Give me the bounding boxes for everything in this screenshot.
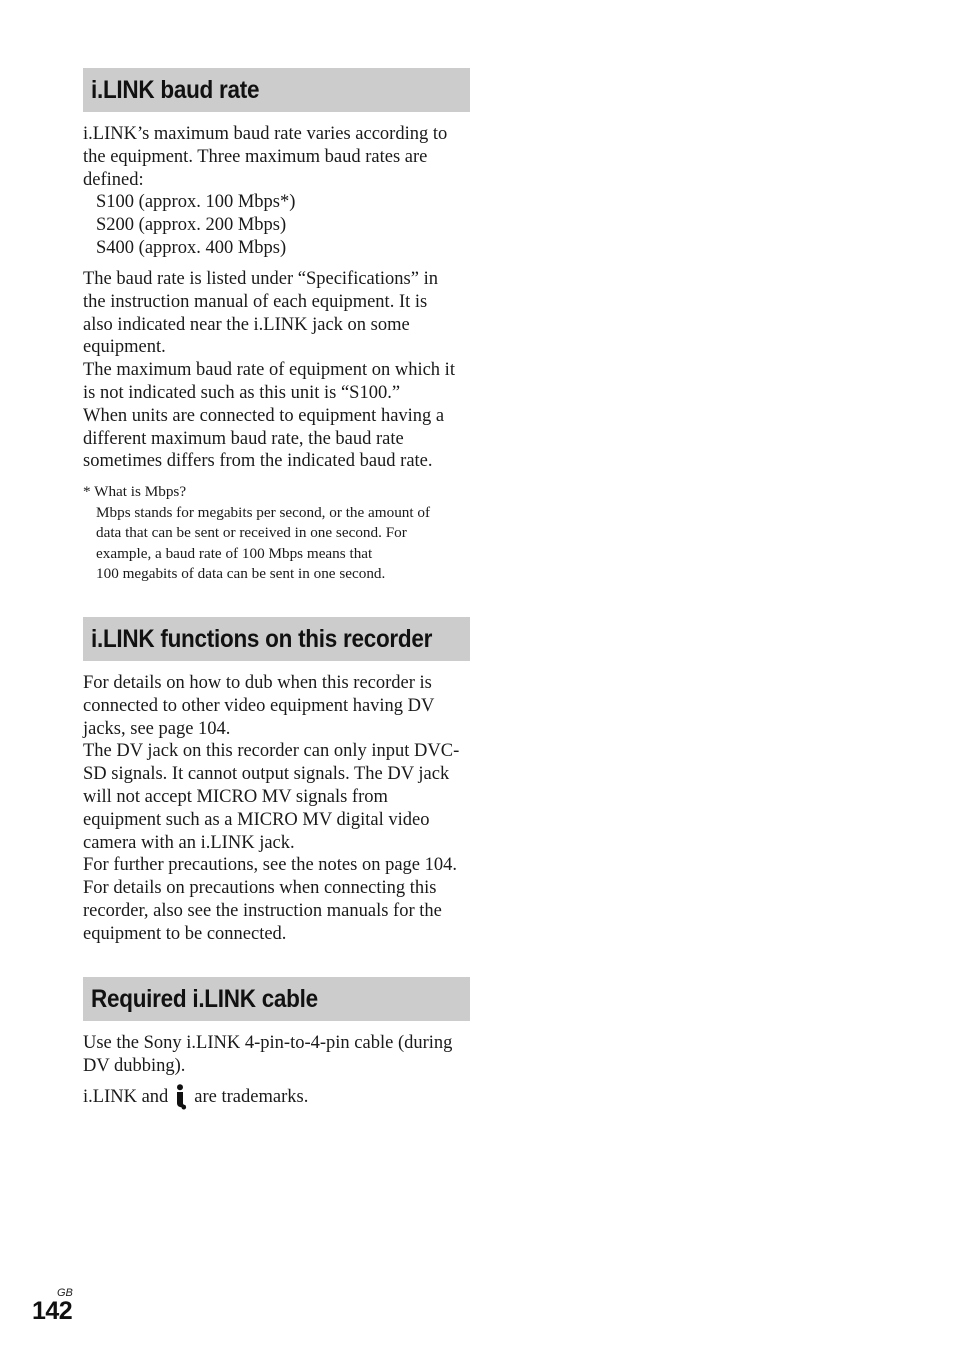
rate-item: S100 (approx. 100 Mbps*) [96,192,296,213]
text-line: will not accept MICRO MV signals from [83,786,388,807]
heading-text: Required i.LINK cable [91,985,318,1013]
text-line: different maximum baud rate, the baud rate [83,428,404,449]
trademark-line [83,1084,470,1110]
section-heading-cable [83,977,470,1021]
text-line: Use the Sony i.LINK 4-pin-to-4-pin cable (during [83,1033,453,1053]
text-line: also indicated near the i.LINK jack on some [83,314,410,335]
text-line: The baud rate is listed under “Specifications” in [83,269,438,289]
rate-item: S400 (approx. 400 Mbps) [96,237,287,258]
footnote-line: data that can be sent or received in one second. For [96,524,407,541]
text-line: jacks, see page 104. [83,718,231,739]
text-line: the instruction manual of each equipment. It is [83,291,428,312]
i-link-logo-icon [174,1084,188,1110]
text-line: The maximum baud rate of equipment on which it [83,360,455,381]
text-line: For details on how to dub when this recorder is [83,673,432,693]
baud-rate-details [83,268,470,473]
functions-body [83,672,470,946]
text-line: For further precautions, see the notes on page 104. [83,855,458,876]
text-line: DV dubbing). [83,1055,186,1076]
text-line: i.LINK’s maximum baud rate varies according to [83,124,448,144]
section-heading-baud-rate [83,68,470,112]
text-line: SD signals. It cannot output signals. The DV jack [83,764,450,785]
trademark-text-after: are trademarks. [194,1087,309,1107]
text-line: defined: [83,169,144,190]
text-line: equipment such as a MICRO MV digital video [83,809,430,830]
heading-text: i.LINK functions on this recorder [91,625,433,653]
footnote-line: example, a baud rate of 100 Mbps means that [96,544,373,562]
section-heading-functions [83,617,470,661]
text-line: connected to other video equipment having DV [83,695,435,716]
rate-item: S200 (approx. 200 Mbps) [96,215,287,236]
heading-text: i.LINK baud rate [91,76,260,104]
text-line: camera with an i.LINK jack. [83,832,295,853]
page-region-label: GB [57,1287,73,1299]
text-line: For details on precautions when connecting this [83,878,437,899]
text-line: is not indicated such as this unit is “S100.” [83,382,401,403]
mbps-footnote [83,482,470,585]
text-line: equipment. [83,337,166,358]
baud-rate-intro [83,123,470,260]
text-line: equipment to be connected. [83,923,287,944]
footnote-title: * What is Mbps? [83,483,187,500]
text-line: sometimes differs from the indicated baud rate. [83,451,433,472]
text-line: When units are connected to equipment having a [83,405,445,426]
text-line: The DV jack on this recorder can only input DVC- [83,741,460,762]
footnote-line: 100 megabits of data can be sent in one second. [96,565,386,582]
footnote-line: Mbps stands for megabits per second, or the amount of [96,503,431,521]
text-line: recorder, also see the instruction manuals for the [83,900,442,921]
text-line: the equipment. Three maximum baud rates are [83,146,428,167]
page-number: 142 [32,1297,73,1325]
trademark-text-before: i.LINK and [83,1087,169,1107]
cable-body [83,1032,470,1078]
